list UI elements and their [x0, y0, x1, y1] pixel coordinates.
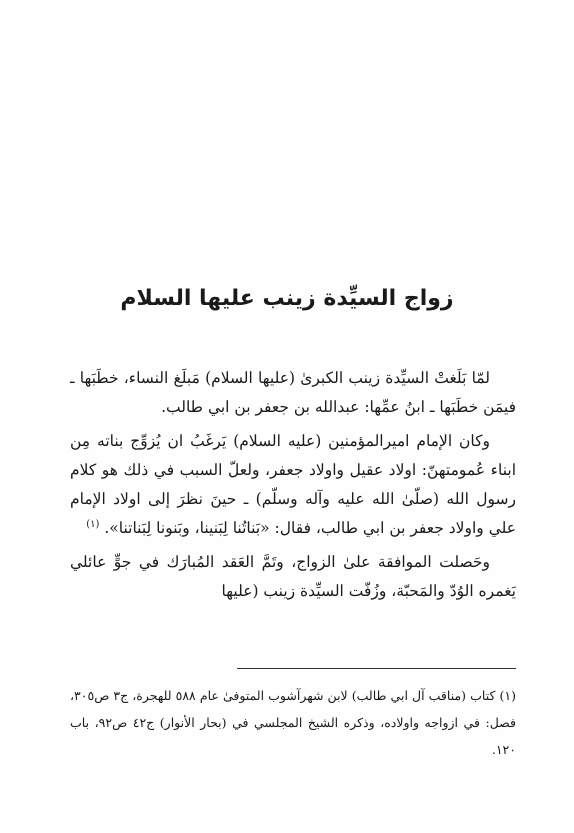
- paragraph-3: وحَصلت الموافقة علىٰ الزواج، وتَمَّ العَقد المُبارَك في جوٍّ عائلي يَغمره الوُدّ والمَحبّة، وزُفّت السيِّدة زينب (عليها: [70, 553, 516, 600]
- footnote-text: (١) كتاب (مناقب آل ابي طالب) لابن شهرآشوب المتوفىٰ عام ٥٨٨ للهجرة، ج٣ ص٣٠٥، فصل: في ازواجه واولاده، وذكره الشيخ المجلسي في (بحار الأنوار) ج٤٢ ص٩٢، باب ١٢٠.: [70, 688, 516, 757]
- paragraph-2: [70, 427, 516, 543]
- body-text: [70, 364, 516, 611]
- paragraph-1: لمّا بَلَغتْ السيِّدة زينب الكبرىٰ (عليها السلام) مَبلَغ النساء، خطَبَها ـ فيمَن خطَبَها ـ ابنُ عمِّها: عبدالله بن جعفر بن ابي طالب.: [70, 369, 516, 416]
- chapter-title: زواج السيِّدة زينب عليها السلام: [120, 286, 454, 311]
- footnote-separator: [237, 668, 516, 669]
- footnote-reference: (١): [86, 518, 100, 530]
- paragraph-2-text: وكان الإمام اميرالمؤمنين (عليه السلام) يَرغَبُ ان يُزوِّج بناته مِن ابناء عُمومتهنّ: اولاد عقيل واولاد جعفر، ولعلّ السبب في ذلك هو كلام رسول الله (صلّىٰ الله عليه وآله وسلّم) ـ حينَ نظرَ إلى اولاد الإمام علي واولاد جعفر بن ابي طالب، فقال: «بَناتُنا لِبَنينا، وبَنونا لِبَناتنا».: [70, 432, 516, 537]
